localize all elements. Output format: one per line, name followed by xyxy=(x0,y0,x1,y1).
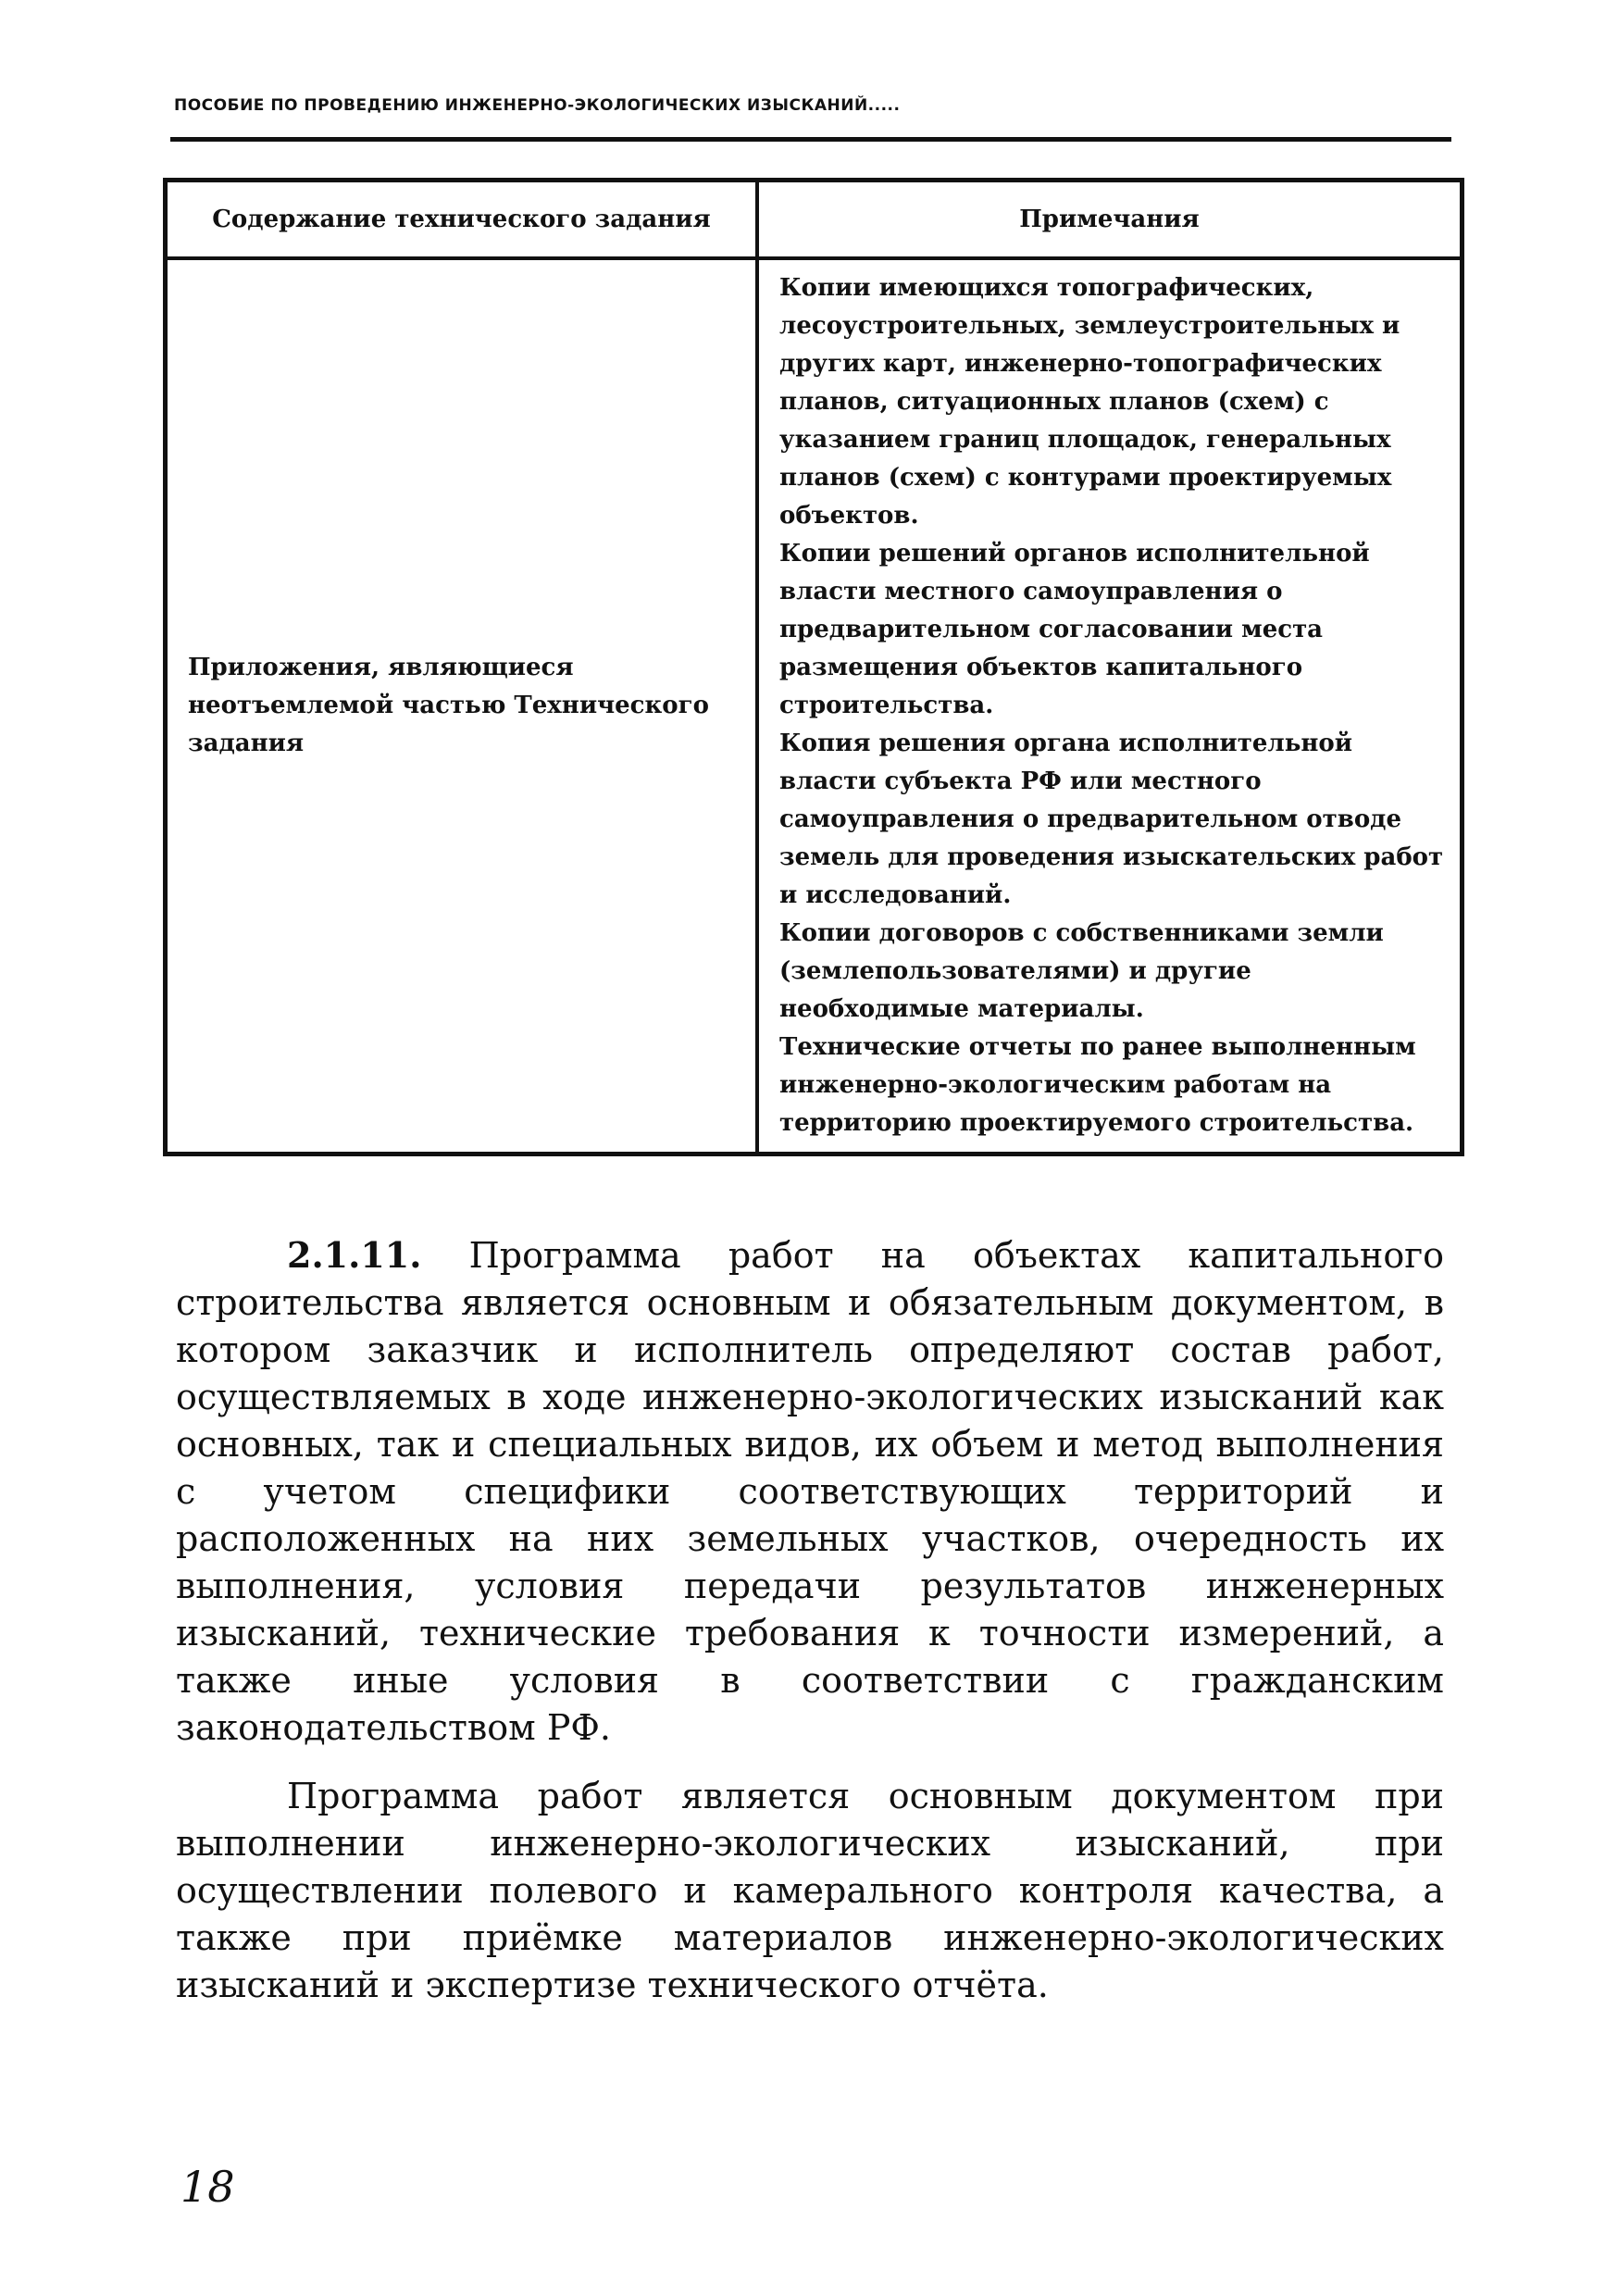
table-row xyxy=(166,258,1462,1154)
content-cell: Приложения, являющиеся неотъемлемой частью Технического задания xyxy=(166,258,758,1154)
table-header-row xyxy=(166,181,1462,259)
note-item: Копии имеющихся топографических, лесоустроительных, землеустроительных и других карт, инженерно-топографических планов, ситуационных планов (схем) с указанием границ площадок, генеральных планов (схем) с контурами проектируемых объектов. xyxy=(779,274,1400,530)
technical-task-table xyxy=(163,178,1464,1156)
column-header-content: Содержание технического задания xyxy=(166,181,758,259)
column-header-notes: Примечания xyxy=(757,181,1462,259)
page-number: 18 xyxy=(180,2162,235,2212)
note-item: Копии решений органов исполнительной власти местного самоуправления о предварительном согласовании места размещения объектов капитального строительства. xyxy=(779,540,1370,719)
running-header: ПОСОБИЕ ПО ПРОВЕДЕНИЮ ИНЖЕНЕРНО-ЭКОЛОГИЧЕСКИХ ИЗЫСКАНИЙ..... xyxy=(174,96,901,115)
note-item: Копии договоров с собственниками земли (землепользователями) и другие необходимые материалы. xyxy=(779,919,1384,1023)
paragraph-text: Программа работ является основным документом при выполнении инженерно-экологических изысканий, при осуществлении полевого и камерального контроля качества, а также при приёмке материалов инженерно-экологических изысканий и экспертизе технического отчёта. xyxy=(176,1776,1444,2005)
note-item: Копия решения органа исполнительной власти субъекта РФ или местного самоуправления о предварительном отводе земель для проведения изыскательских работ и исследований. xyxy=(779,730,1444,909)
paragraph-program xyxy=(176,1773,1444,2009)
note-item: Технические отчеты по ранее выполненным инженерно-экологическим работам на территорию проектируемого строительства. xyxy=(779,1033,1416,1137)
notes-cell xyxy=(757,258,1462,1154)
paragraph-number: 2.1.11. xyxy=(287,1234,422,1276)
paragraph-2-1-11 xyxy=(176,1231,1444,1752)
paragraph-text: Программа работ на объектах капитального строительства является основным и обязательным документом, в котором заказчик и исполнитель определяют состав работ, осуществляемых в ходе инженерно-экологических изысканий как основных, так и специальных видов, их объем и метод выполнения с учетом специфики соответствующих территорий и расположенных на них земельных участков, очередность их выполнения, условия передачи результатов инженерных изысканий, технические требования к точности измерений, а также иные условия в соответствии с гражданским законодательством РФ. xyxy=(176,1235,1444,1748)
header-divider xyxy=(170,137,1451,142)
